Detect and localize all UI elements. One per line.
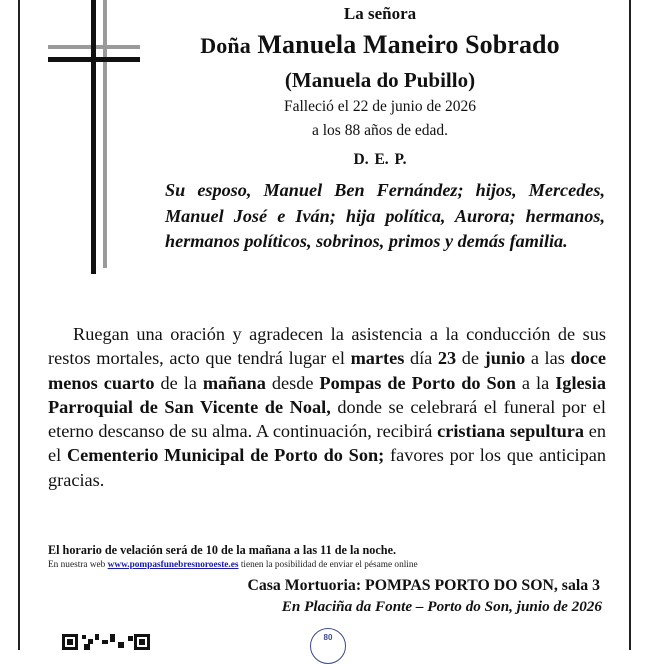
web-note: [48, 560, 628, 570]
church-bold: Iglesia Parroquial de San Vicente de Noal,: [48, 372, 606, 417]
death-date-line: Falleció el 22 de junio de 2026: [284, 98, 476, 115]
age-line: a los 88 años de edad.: [311, 122, 449, 139]
honorific: Doña: [200, 33, 251, 58]
body-text-9: en el: [48, 421, 606, 466]
body-text-10: favores por los que anticipan gracias.: [48, 445, 606, 490]
weekday-bold: martes: [350, 348, 405, 369]
place-date-line: En Placiña da Fonte – Porto do Son, junio de 2026: [281, 598, 602, 615]
web-prefix: En nuestra web: [48, 560, 108, 570]
deceased-nickname: (Manuela do Pubillo): [284, 68, 476, 92]
deceased-name: [160, 30, 600, 60]
anniversary-seal-icon: [310, 628, 346, 664]
website-link[interactable]: www.pompasfunebresnoroeste.es: [107, 560, 239, 570]
month-bold: junio: [484, 348, 526, 369]
burial-bold: cristiana sepultura: [437, 421, 585, 442]
dep-line: D. E. P.: [353, 151, 407, 168]
wake-hours: El horario de velación será de 10 de la mañana a las 11 de la noche.: [48, 543, 397, 557]
body-text-3: de: [456, 348, 485, 369]
ceremony-paragraph: [48, 322, 606, 492]
body-text-8: donde se celebrará el funeral por el eterno descanso de su alma. A continuación, recibirá: [48, 396, 606, 442]
qr-code-icon[interactable]: [62, 630, 150, 650]
cemetery-bold: Cementerio Municipal de Porto do Son;: [66, 445, 385, 466]
left-border-rule: [18, 0, 20, 650]
deceased-full-name: Manuela Maneiro Sobrado: [257, 30, 560, 59]
time-bold: doce menos cuarto: [48, 348, 606, 393]
body-text-1: Ruegan una oración y agradecen la asistencia a la conducción de sus restos mortales, acto que tendrá lugar el: [48, 324, 606, 369]
day-bold: 23: [437, 348, 457, 369]
intro-line: La señora: [343, 4, 417, 23]
origin-bold: Pompas de Porto do Son: [319, 372, 516, 393]
daypart-bold: mañana: [202, 372, 266, 393]
seal-number: 80: [323, 633, 333, 642]
family-paragraph: Su esposo, Manuel Ben Fernández; hijos, Mercedes, Manuel José e Iván; hija política, Aurora; hermanos, hermanos políticos, sobrinos, primos y demás familia.: [165, 180, 605, 251]
body-text-7: a la: [515, 372, 556, 393]
body-text-4: a las: [525, 348, 571, 369]
funeral-home-line: Casa Mortuoria: POMPAS PORTO DO SON, sala 3: [247, 577, 600, 594]
web-suffix: tienen la posibilidad de enviar el pésame online: [238, 560, 418, 570]
body-text-2: día: [404, 348, 438, 369]
body-text-6: desde: [265, 372, 320, 393]
right-border-rule: [629, 0, 631, 650]
body-text-5: de la: [154, 372, 203, 393]
